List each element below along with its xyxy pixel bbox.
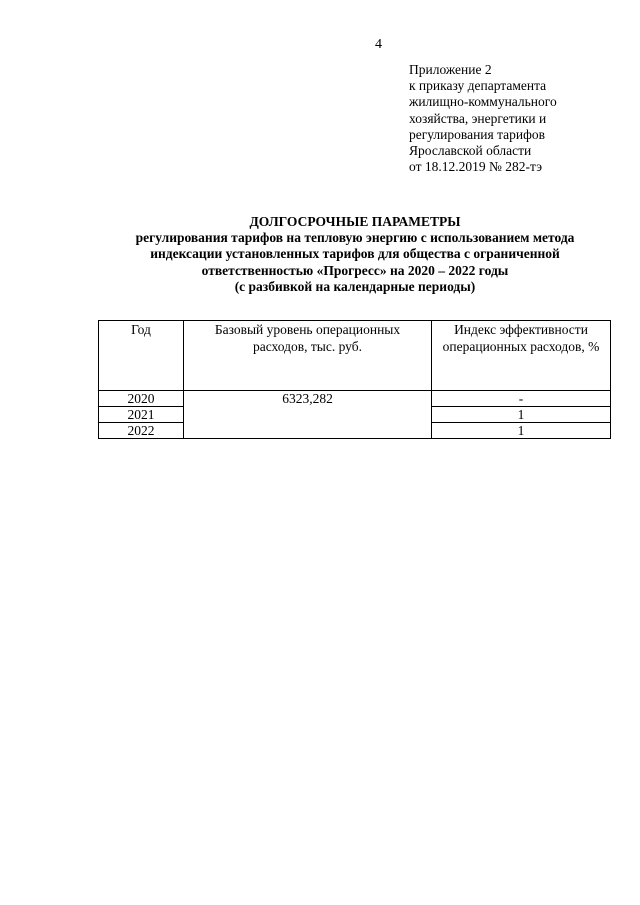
cell-base-level: 6323,282 (184, 391, 432, 439)
appendix-line: хозяйства, энергетики и (409, 110, 547, 126)
appendix-block (409, 62, 629, 175)
cell-index: 1 (432, 407, 611, 423)
appendix-line: Приложение 2 (409, 62, 492, 77)
title-line: индексации установленных тарифов для общества с ограниченной (150, 246, 560, 262)
title-heading: ДОЛГОСРОЧНЫЕ ПАРАМЕТРЫ (249, 214, 461, 229)
cell-index: - (432, 391, 611, 407)
appendix-line: регулирования тарифов (409, 126, 546, 142)
cell-year: 2022 (99, 423, 184, 439)
header-efficiency-index: Индекс эффективности операционных расходов, % (432, 321, 611, 391)
title-line: (с разбивкой на календарные периоды) (234, 278, 476, 294)
cell-index: 1 (432, 423, 611, 439)
appendix-line: Ярославской области (409, 143, 532, 159)
header-year: Год (99, 321, 184, 391)
appendix-line: к приказу департамента (409, 78, 547, 94)
title-line: ответственностью «Прогресс» на 2020 – 2022 годы (201, 262, 509, 278)
table-row (99, 391, 611, 407)
table-header-row (99, 321, 611, 391)
parameters-table (98, 320, 611, 439)
appendix-line: от 18.12.2019 № 282-тэ (409, 159, 543, 175)
header-base-level: Базовый уровень операционных расходов, тыс. руб. (184, 321, 432, 391)
page-number: 4 (375, 37, 382, 52)
cell-year: 2020 (99, 391, 184, 407)
title-line: регулирования тарифов на тепловую энергию с использованием метода (135, 230, 575, 246)
cell-year: 2021 (99, 407, 184, 423)
document-title (95, 214, 615, 295)
appendix-line: жилищно-коммунального (409, 94, 557, 110)
